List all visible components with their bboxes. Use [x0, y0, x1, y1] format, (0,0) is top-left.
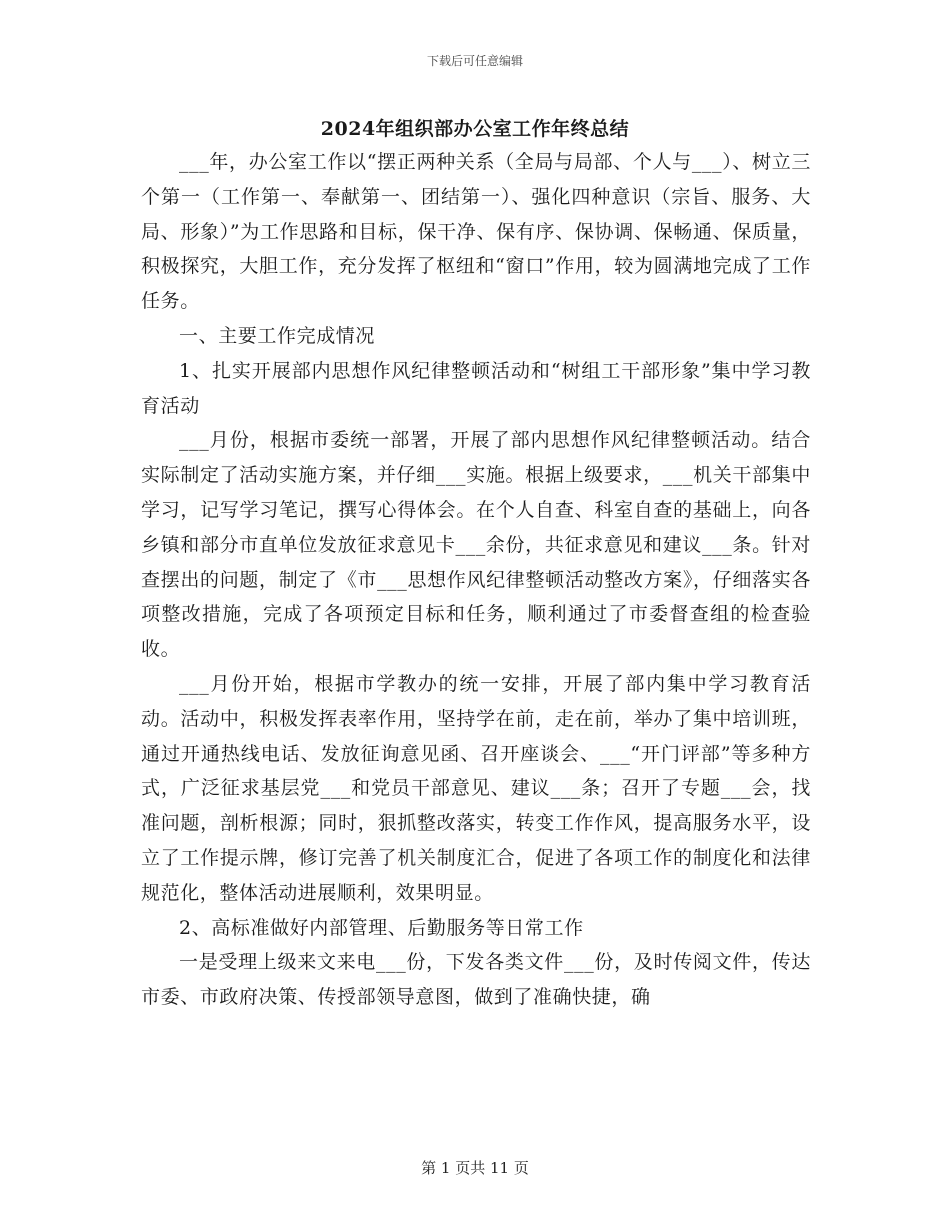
paragraph-daily-work: 一是受理上级来文来电___份，下发各类文件___份，及时传阅文件，传达市委、市政府决策、传授部领导意图，做到了准确快捷，确 [141, 951, 811, 1009]
subsection-heading-1: 1、扎实开展部内思想作风纪律整顿活动和“树组工干部形象”集中学习教育活动 [141, 359, 811, 417]
document-body [141, 145, 811, 1015]
paragraph-rectification: ___月份，根据市委统一部署，开展了部内思想作风纪律整顿活动。结合实际制定了活动实施方案，并仔细___实施。根据上级要求，___机关干部集中学习，记写学习笔记，撰写心得体会。在个人自查、科室自查的基础上，向各乡镇和部分市直单位发放征求意见卡___余份，共征求意见和建议___条。针对查摆出的问题，制定了《市___思想作风纪律整顿活动整改方案》，仔细落实各项整改措施，完成了各项预定目标和任务，顺利通过了市委督查组的检查验收。 [141, 429, 811, 661]
section-heading-main-work: 一、主要工作完成情况 [179, 324, 376, 347]
header-note: 下载后可任意编辑 [426, 54, 523, 68]
paragraph-study-education: ___月份开始，根据市学教办的统一安排，开展了部内集中学习教育活动。活动中，积极发挥表率作用，坚持学在前，走在前，举办了集中培训班，通过开通热线电话、发放征询意见函、召开座谈会、___“开门评部”等多种方式，广泛征求基层党___和党员干部意见、建议___条；召开了专题___会，找准问题，剖析根源；同时，狠抓整改落实，转变工作作风，提高服务水平，设立了工作提示牌，修订完善了机关制度汇合，促进了各项工作的制度化和法律规范化，整体活动进展顺利，效果明显。 [141, 672, 811, 904]
paragraph-intro: ___年，办公室工作以“摆正两种关系（全局与局部、个人与___）、树立三个第一（工作第一、奉献第一、团结第一）、强化四种意识（宗旨、服务、大局、形象）”为工作思路和目标，保干净、保有序、保协调、保畅通、保质量，积极探究，大胆工作，充分发挥了枢纽和“窗口”作用，较为圆满地完成了工作任务。 [141, 151, 811, 313]
document-title: 2024年组织部办公室工作年终总结 [320, 118, 630, 140]
page-footer: 第 1 页共 11 页 [421, 1159, 529, 1177]
subsection-heading-2: 2、高标准做好内部管理、后勤服务等日常工作 [179, 916, 584, 939]
